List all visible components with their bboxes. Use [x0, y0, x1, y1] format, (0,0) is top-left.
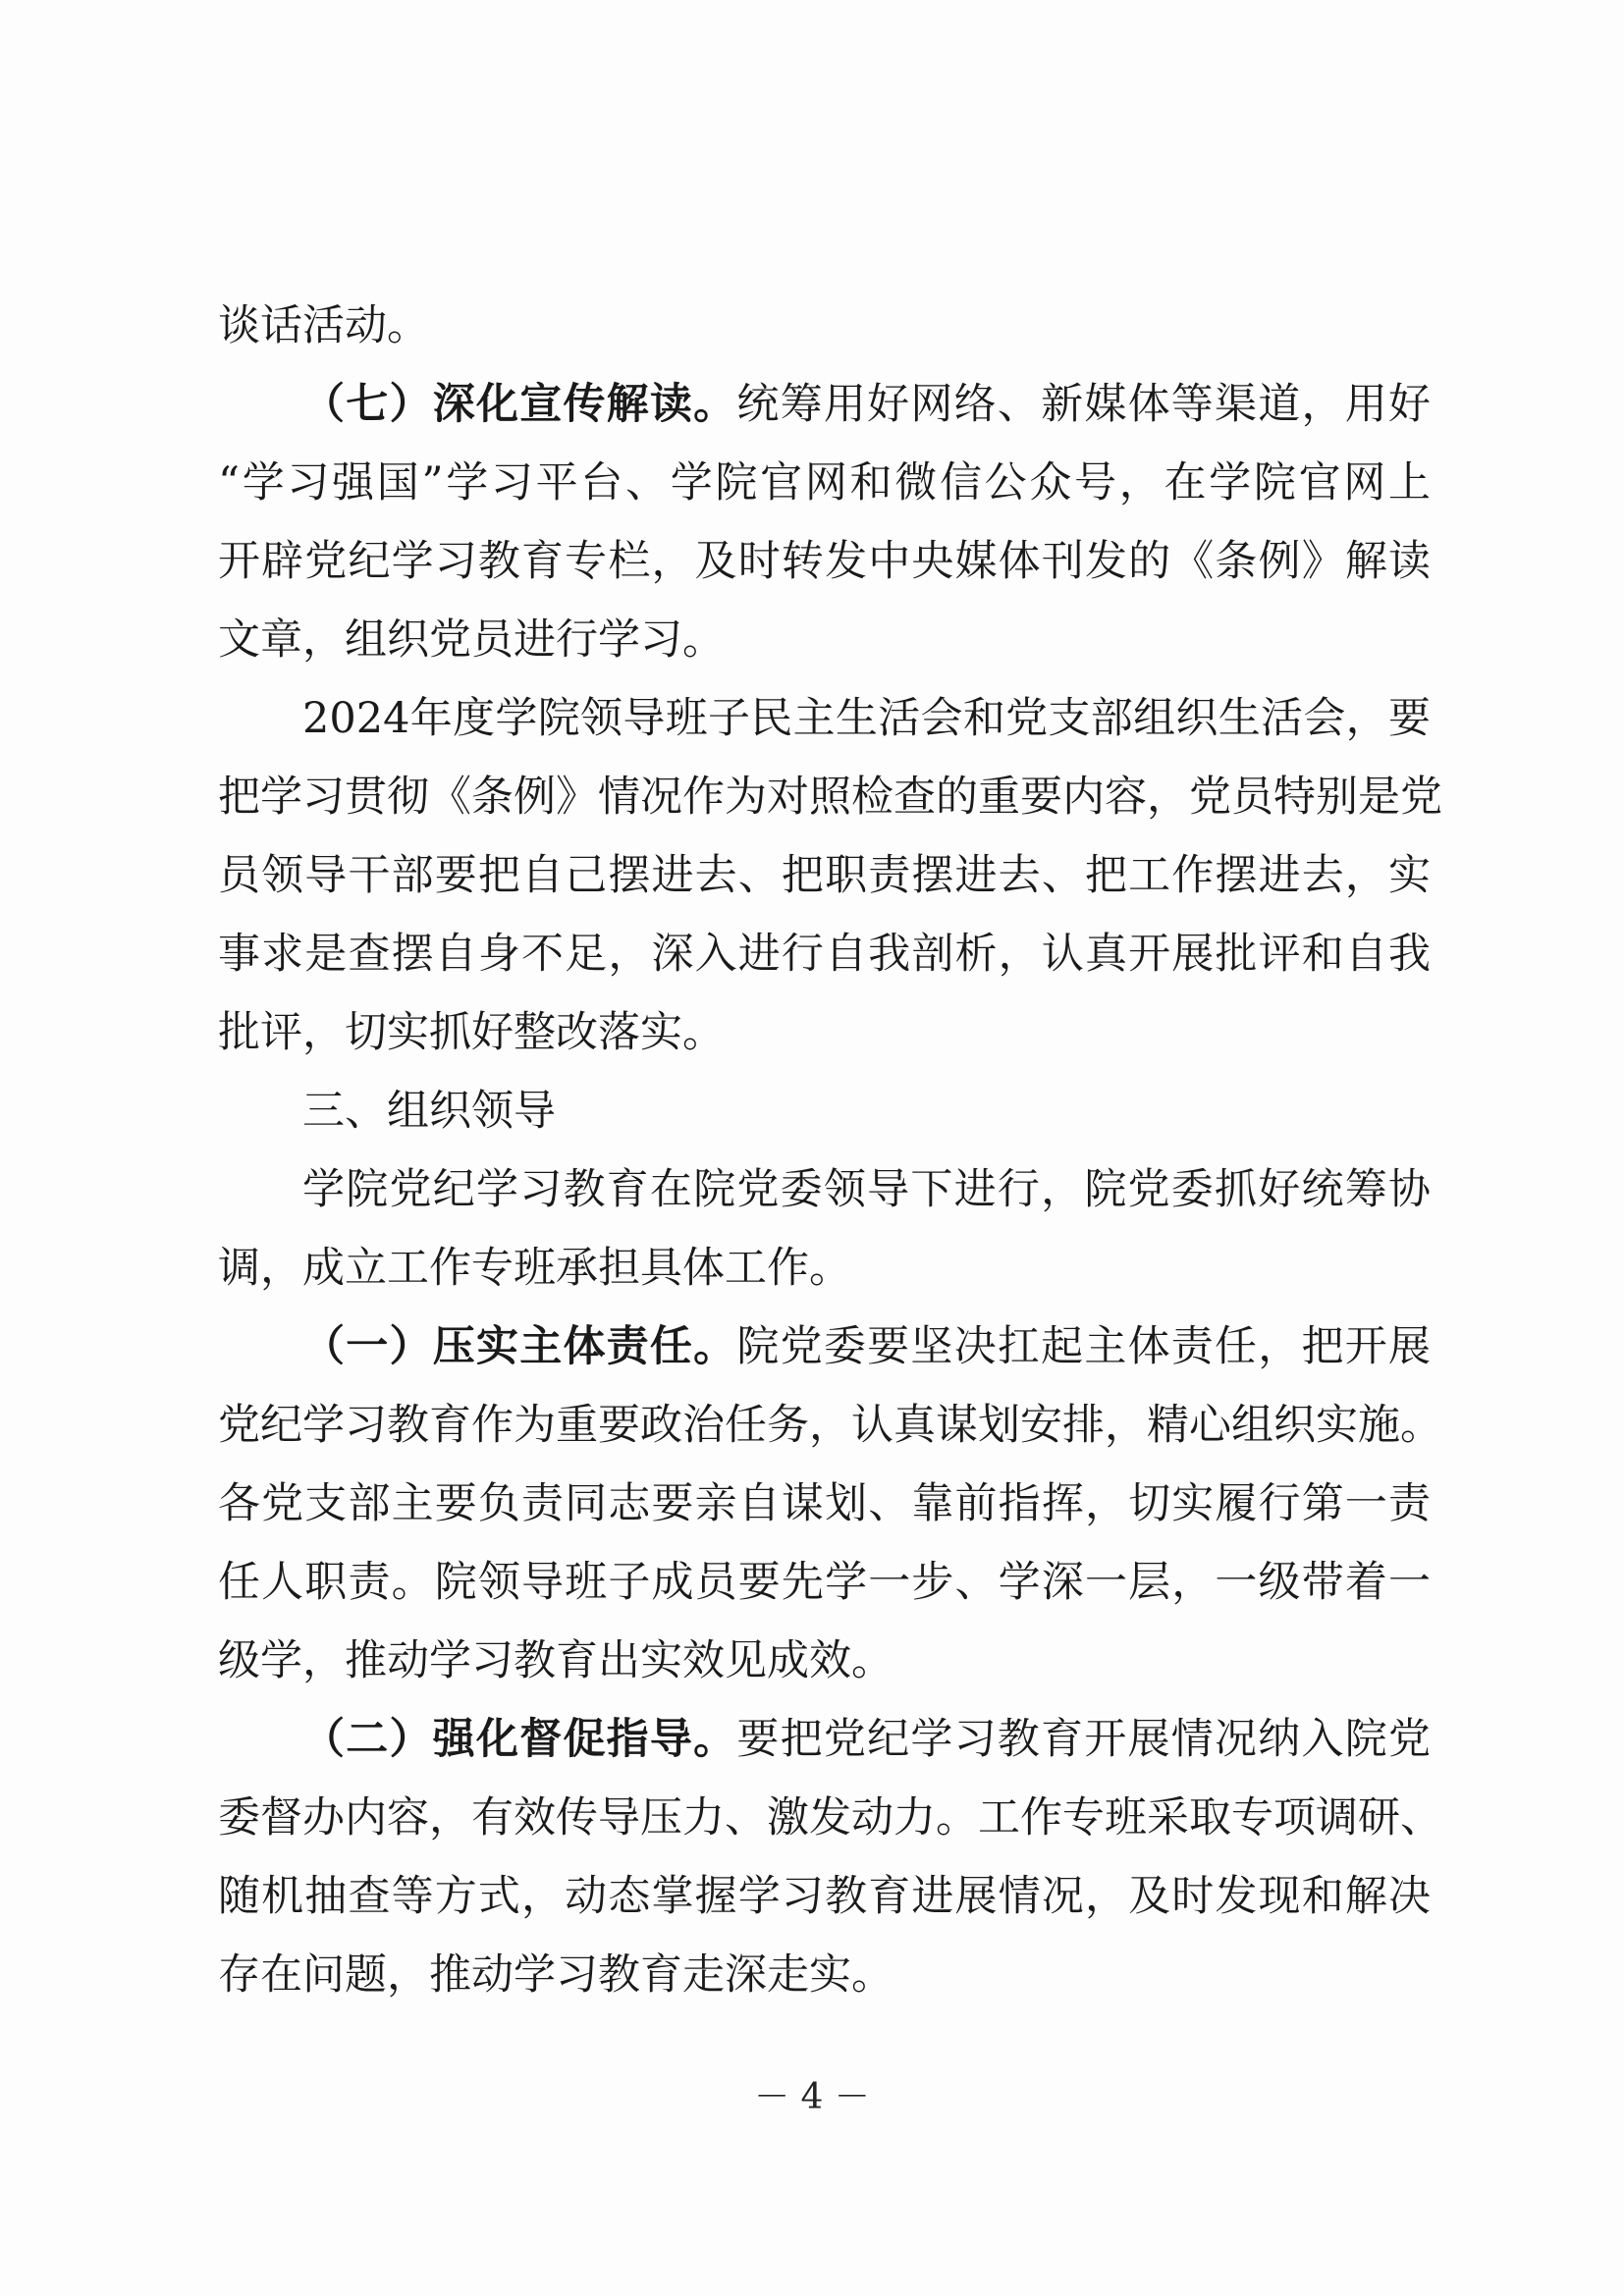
text-line-20: [218, 1779, 1442, 1857]
text-line-7: [218, 758, 1442, 836]
body-text: 院党委要坚决扛起主体责任，把开展: [736, 1322, 1432, 1371]
text-line-19: [302, 1700, 1431, 1779]
body-text: 存在问题，推动学习教育走深走实。: [218, 1950, 893, 2000]
heading-text: 三、组织领导: [302, 1087, 556, 1136]
body-text: 学院党纪学习教育在院党委领导下进行，院党委抓好统筹协: [302, 1165, 1431, 1214]
body-text: 党纪学习教育作为重要政治任务，认真谋划安排，精心组织实施。: [218, 1401, 1442, 1450]
section-heading-two: （二）强化督促指导。: [302, 1715, 737, 1764]
body-text: 任人职责。院领导班子成员要先学一步、学深一层，一级带着一: [218, 1558, 1431, 1607]
text-line-21: [218, 1857, 1431, 1936]
text-line-2: [302, 365, 1431, 444]
body-text: 各党支部主要负责同志要亲自谋划、靠前指挥，切实履行第一责: [218, 1479, 1431, 1528]
text-line-3: [218, 444, 1431, 522]
section-heading-seven: （七）深化宣传解读。: [302, 380, 737, 429]
body-text: 事求是查摆自身不足，深入进行自我剖析，认真开展批评和自我: [218, 930, 1431, 979]
text-line-15: [218, 1386, 1442, 1465]
text-line-18: [218, 1622, 1431, 1700]
text-line-17: [218, 1543, 1431, 1622]
text-line-1: [218, 287, 1431, 365]
text-line-5: [218, 601, 1431, 679]
body-text: 要把党纪学习教育开展情况纳入院党: [736, 1715, 1432, 1764]
text-line-9: [218, 915, 1431, 993]
body-text: 统筹用好网络、新媒体等渠道，用好: [736, 380, 1432, 429]
body-text: 随机抽查等方式，动态掌握学习教育进展情况，及时发现和解决: [218, 1872, 1431, 1921]
text-line-14: [302, 1308, 1431, 1386]
body-text: 开辟党纪学习教育专栏，及时转发中央媒体刊发的《条例》解读: [218, 537, 1431, 586]
body-text: 委督办内容，有效传导压力、激发动力。工作专班采取专项调研、: [218, 1793, 1442, 1842]
text-line-12: [302, 1150, 1431, 1229]
body-text: 2024年度学院领导班子民主生活会和党支部组织生活会，要: [302, 694, 1431, 743]
page-number: － 4 －: [754, 2077, 870, 2117]
section-heading-organization: [302, 1072, 1431, 1150]
text-line-22: [218, 1936, 1431, 2014]
text-line-4: [218, 522, 1431, 601]
body-text: 调，成立工作专班承担具体工作。: [218, 1244, 851, 1293]
body-text: 谈话活动。: [218, 301, 429, 350]
body-text: 级学，推动学习教育出实效见成效。: [218, 1636, 893, 1685]
text-line-16: [218, 1465, 1431, 1543]
body-text: 批评，切实抓好整改落实。: [218, 1008, 725, 1057]
text-line-6: [302, 679, 1431, 758]
text-line-8: [218, 836, 1431, 915]
text-line-13: [218, 1229, 1431, 1308]
section-heading-one: （一）压实主体责任。: [302, 1322, 737, 1371]
text-line-10: [218, 993, 1431, 1072]
body-text: 文章，组织党员进行学习。: [218, 615, 725, 665]
body-text: “学习强国”学习平台、学院官网和微信公众号，在学院官网上: [218, 458, 1431, 507]
body-text: 把学习贯彻《条例》情况作为对照检查的重要内容，党员特别是党: [218, 773, 1442, 822]
body-text: 员领导干部要把自己摆进去、把职责摆进去、把工作摆进去，实: [218, 851, 1431, 900]
